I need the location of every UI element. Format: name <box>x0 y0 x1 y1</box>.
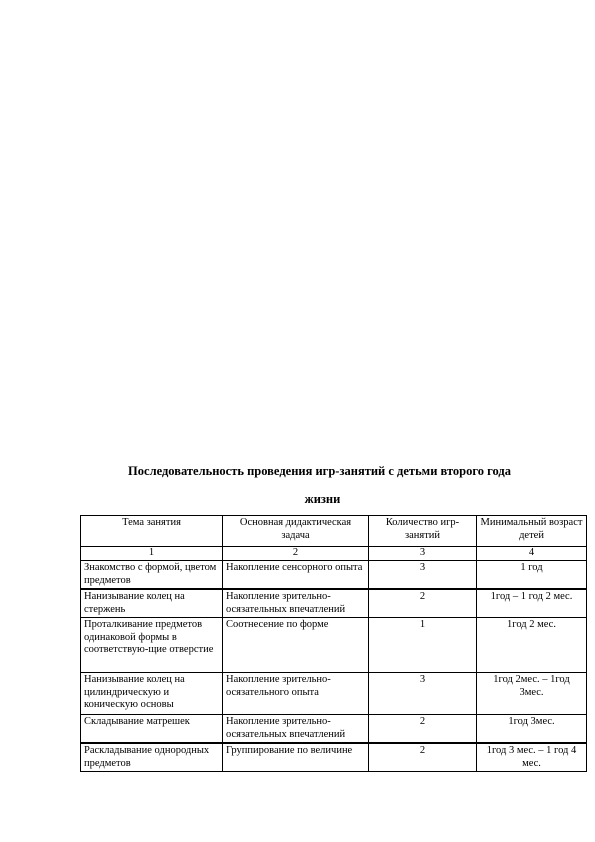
lessons-table <box>80 515 587 772</box>
table-row <box>81 673 587 715</box>
cell-count: 2 <box>369 715 477 744</box>
cell-topic: Раскладывание однородных предметов <box>81 743 223 772</box>
cell-age: 1год 3 мес. – 1 год 4 мес. <box>477 743 587 772</box>
document-title-continuation: жизни <box>304 492 341 506</box>
table-row <box>81 715 587 744</box>
table-row <box>81 743 587 772</box>
column-number: 1 <box>81 547 223 561</box>
cell-task: Накопление зрительно-осязательного опыта <box>223 673 369 715</box>
cell-task: Накопление зрительно-осязательных впечатлений <box>223 589 369 618</box>
table-row <box>81 618 587 673</box>
column-number: 4 <box>477 547 587 561</box>
cell-task: Накопление сенсорного опыта <box>223 561 369 590</box>
header-age: Минимальный возраст детей <box>477 516 587 547</box>
cell-count: 3 <box>369 561 477 590</box>
header-topic: Тема занятия <box>81 516 223 547</box>
column-number: 2 <box>223 547 369 561</box>
table-row <box>81 561 587 590</box>
cell-topic: Складывание матрешек <box>81 715 223 744</box>
cell-count: 2 <box>369 743 477 772</box>
cell-age: 1 год <box>477 561 587 590</box>
table-header-row <box>81 516 587 547</box>
table-row <box>81 589 587 618</box>
cell-task: Соотнесение по форме <box>223 618 369 673</box>
cell-topic: Знакомство с формой, цветом предметов <box>81 561 223 590</box>
cell-topic: Проталкивание предметов одинаковой формы в соответствую-щие отверстие <box>81 618 223 673</box>
cell-age: 1год 3мес. <box>477 715 587 744</box>
cell-task: Накопление зрительно-осязательных впечатлений <box>223 715 369 744</box>
header-task: Основная дидактическая задача <box>223 516 369 547</box>
document-title: Последовательность проведения игр-занятий с детьми второго года <box>128 464 511 478</box>
cell-count: 3 <box>369 673 477 715</box>
header-count: Количество игр-занятий <box>369 516 477 547</box>
cell-age: 1год 2мес. – 1год 3мес. <box>477 673 587 715</box>
cell-topic: Нанизывание колец на цилиндрическую и коническую основы <box>81 673 223 715</box>
cell-count: 2 <box>369 589 477 618</box>
cell-age: 1год 2 мес. <box>477 618 587 673</box>
cell-topic: Нанизывание колец на стержень <box>81 589 223 618</box>
cell-age: 1год – 1 год 2 мес. <box>477 589 587 618</box>
column-number-row <box>81 547 587 561</box>
cell-task: Группирование по величине <box>223 743 369 772</box>
column-number: 3 <box>369 547 477 561</box>
cell-count: 1 <box>369 618 477 673</box>
